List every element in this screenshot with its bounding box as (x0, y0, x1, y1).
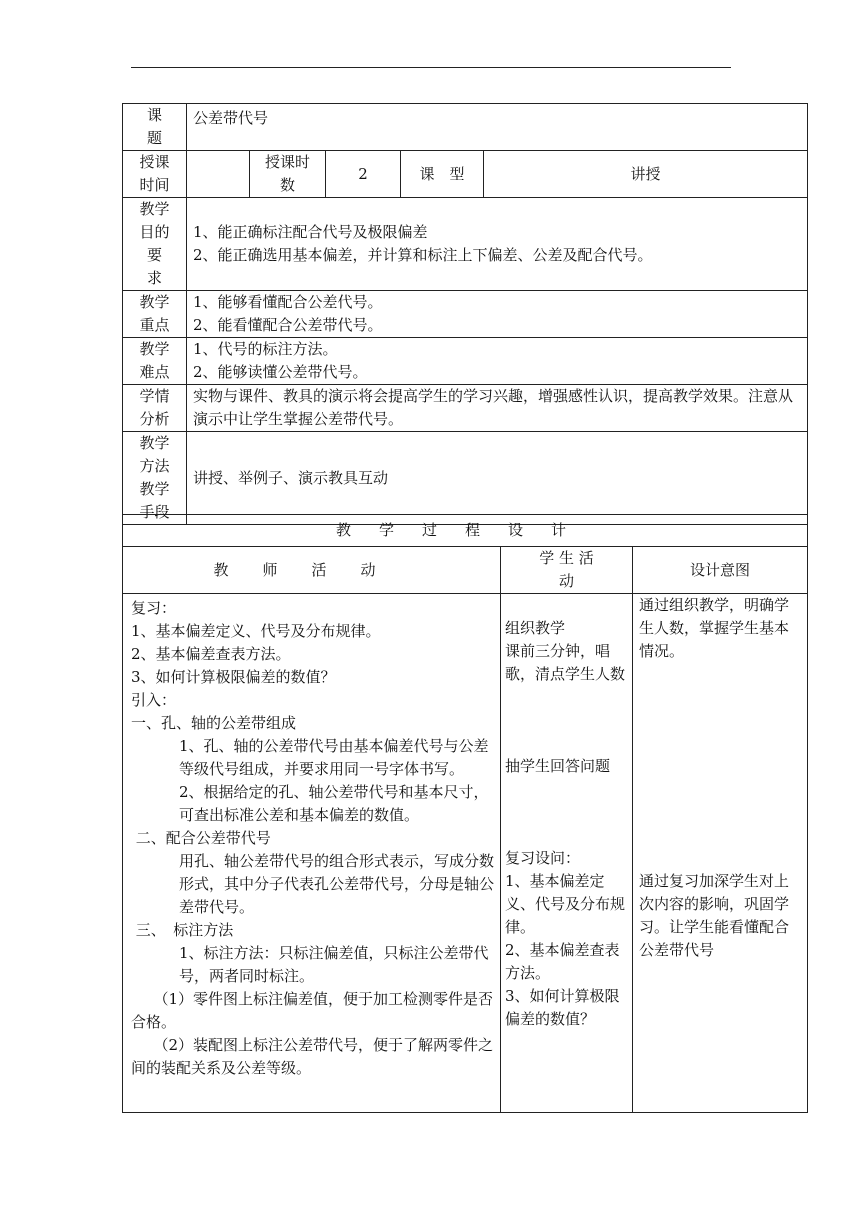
topic-row (123, 104, 808, 151)
difficulties-row (123, 338, 808, 385)
key-points-row (123, 291, 808, 338)
header-rule (131, 67, 731, 68)
lesson-info-table (122, 103, 808, 525)
time-label: 授课 时间 (123, 151, 187, 198)
intent-block: 通过复习加深学生对上次内容的影响，巩固学习。让学生能看懂配合公差带代号 (639, 872, 790, 959)
teacher-lines (131, 597, 494, 1080)
teacher-line: 一、孔、轴的公差带组成 (131, 714, 297, 732)
teacher-line: 3、如何计算极限偏差的数值？ (131, 668, 336, 686)
objectives-content (187, 198, 808, 291)
time-value (187, 151, 250, 198)
teacher-line: 2、根据给定的孔、轴公差带代号和基本尺寸，可查出标准公差和基本偏差的数值。 (179, 783, 489, 824)
teacher-line: 三、 标注方法 (131, 921, 234, 939)
topic-label: 课 题 (123, 104, 187, 151)
difficulty-line: 1、代号的标注方法。 (193, 340, 338, 358)
type-value: 讲授 (484, 151, 808, 198)
student-activity-content (501, 594, 633, 1113)
teacher-line: （2）装配图上标注公差带代号，便于了解两零件之间的装配关系及公差等级。 (131, 1036, 494, 1077)
teacher-line: 1、标注方法：只标注偏差值，只标注公差带代号，两者同时标注。 (179, 944, 489, 985)
hours-value: 2 (326, 151, 401, 198)
teacher-line: （1）零件图上标注偏差值，便于加工检测零件是否合格。 (131, 990, 494, 1031)
student-block: 抽学生回答问题 (505, 757, 611, 775)
design-intent-content (633, 594, 808, 1113)
key-point-line: 1、能够看懂配合公差代号。 (193, 293, 383, 311)
teacher-line: 2、基本偏差查表方法。 (131, 645, 291, 663)
methods-label: 教学 方法 教学 手段 (123, 432, 187, 525)
type-label: 课 型 (401, 151, 484, 198)
intent-block: 通过组织教学，明确学生人数，掌握学生基本情况。 (639, 596, 790, 660)
teacher-activity-header: 教师活动 (123, 547, 501, 594)
analysis-label: 学情 分析 (123, 385, 187, 432)
key-points-content (187, 291, 808, 338)
methods-content: 讲授、举例子、演示教具互动 (187, 432, 808, 525)
teacher-line: 二、配合公差带代号 (131, 829, 271, 847)
teacher-line: 用孔、轴公差带代号的组合形式表示，写成分数形式，其中分子代表孔公差带代号，分母是轴公差带代号。 (179, 852, 495, 916)
objectives-label: 教学 目的 要 求 (123, 198, 187, 291)
time-row (123, 151, 808, 198)
design-intent-header: 设计意图 (633, 547, 808, 594)
student-activity-header: 学 生 活 动 (501, 547, 633, 594)
process-header-row (123, 547, 808, 594)
objectives-row (123, 198, 808, 291)
hours-label: 授课时 数 (250, 151, 326, 198)
analysis-content: 实物与课件、教具的演示将会提高学生的学习兴趣，增强感性认识，提高教学效果。注意从演示中让学生掌握公差带代号。 (187, 385, 808, 432)
process-title: 教学过程设计 (123, 515, 808, 547)
topic-value: 公差带代号 (187, 104, 808, 151)
difficulties-content (187, 338, 808, 385)
key-points-label: 教学 重点 (123, 291, 187, 338)
teacher-activity-content (123, 594, 501, 1113)
teacher-line: 复习： (131, 599, 177, 617)
teacher-line: 1、基本偏差定义、代号及分布规律。 (131, 622, 381, 640)
methods-row (123, 432, 808, 525)
objective-line: 2、能正确选用基本偏差，并计算和标注上下偏差、公差及配合代号。 (193, 246, 653, 264)
difficulties-label: 教学 难点 (123, 338, 187, 385)
key-point-line: 2、能看懂配合公差带代号。 (193, 316, 383, 334)
student-block: 复习设问： 1、基本偏差定义、代号及分布规律。 2、基本偏差查表方法。 3、如何计算极限偏差的数值？ (505, 849, 626, 1028)
process-table (122, 514, 808, 1113)
process-title-row (123, 515, 808, 547)
analysis-row (123, 385, 808, 432)
objective-line: 1、能正确标注配合代号及极限偏差 (193, 223, 428, 241)
process-body-row (123, 594, 808, 1113)
student-block: 组织教学 课前三分钟，唱歌，清点学生人数 (505, 619, 626, 683)
difficulty-line: 2、能够读懂公差带代号。 (193, 363, 368, 381)
teacher-line: 1、孔、轴的公差带代号由基本偏差代号与公差等级代号组成，并要求用同一号字体书写。 (179, 737, 489, 778)
teacher-line: 引入： (131, 691, 177, 709)
